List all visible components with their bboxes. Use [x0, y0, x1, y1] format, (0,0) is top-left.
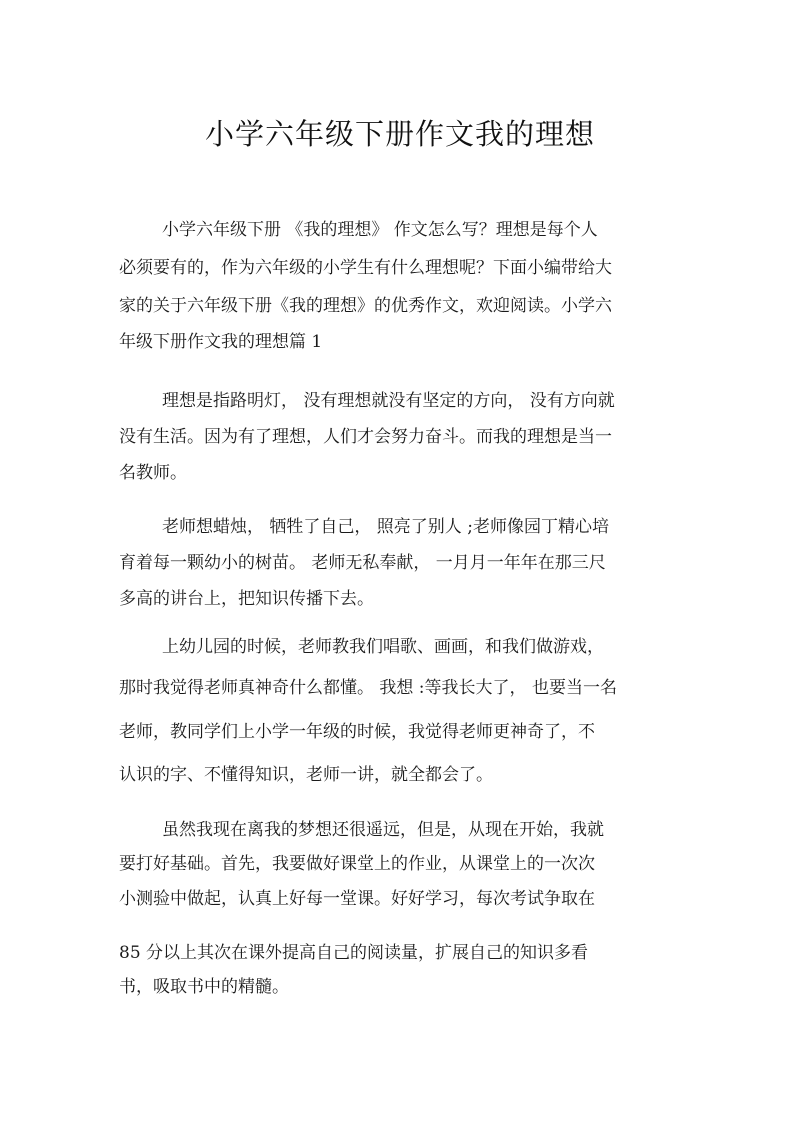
paragraph-3-line-1: 老师想蜡烛， 牺牲了自己， 照亮了别人 ;老师像园丁精心培 — [162, 517, 609, 537]
paragraph-1-line-1: 小学六年级下册 《我的理想》 作文怎么写？理想是每个人 — [162, 220, 598, 240]
paragraph-5-line-2: 要打好基础。首先，我要做好课堂上的作业，从课堂上的一次次 — [119, 854, 595, 874]
page-title: 小学六年级下册作文我的理想 — [204, 117, 595, 151]
paragraph-3-line-3: 多高的讲台上，把知识传播下去。 — [119, 589, 374, 609]
paragraph-4-line-4: 认识的字、不懂得知识，老师一讲，就全都会了。 — [119, 765, 493, 785]
paragraph-5-line-1: 虽然我现在离我的梦想还很遥远，但是，从现在开始，我就 — [162, 820, 604, 840]
paragraph-3-line-2: 育着每一颗幼小的树苗。 老师无私奉献， 一月月一年年在那三尺 — [119, 553, 606, 573]
paragraph-5-line-3: 小测验中做起，认真上好每一堂课。好好学习，每次考试争取在 — [119, 889, 595, 909]
paragraph-5-line-5: 书，吸取书中的精髓。 — [119, 977, 289, 997]
paragraph-2-line-2: 没有生活。因为有了理想，人们才会努力奋斗。而我的理想是当一 — [119, 427, 612, 447]
paragraph-4-line-1: 上幼儿园的时候，老师教我们唱歌、画画，和我们做游戏， — [162, 637, 604, 657]
paragraph-2-line-1: 理想是指路明灯， 没有理想就没有坚定的方向， 没有方向就 — [162, 391, 615, 411]
paragraph-1-line-4: 年级下册作文我的理想篇 1 — [119, 332, 323, 352]
paragraph-4-line-3: 老师，教同学们上小学一年级的时候，我觉得老师更神奇了，不 — [119, 722, 595, 742]
paragraph-4-line-2: 那时我觉得老师真神奇什么都懂。 我想 :等我长大了， 也要当一名 — [119, 678, 617, 698]
paragraph-5-line-4: 85 分以上其次在课外提高自己的阅读量，扩展自己的知识多看 — [119, 943, 589, 963]
paragraph-1-line-2: 必须要有的，作为六年级的小学生有什么理想呢？下面小编带给大 — [119, 258, 612, 278]
paragraph-2-line-3: 名教师。 — [119, 463, 187, 483]
paragraph-1-line-3: 家的关于六年级下册《我的理想》的优秀作文，欢迎阅读。小学六 — [119, 296, 612, 316]
